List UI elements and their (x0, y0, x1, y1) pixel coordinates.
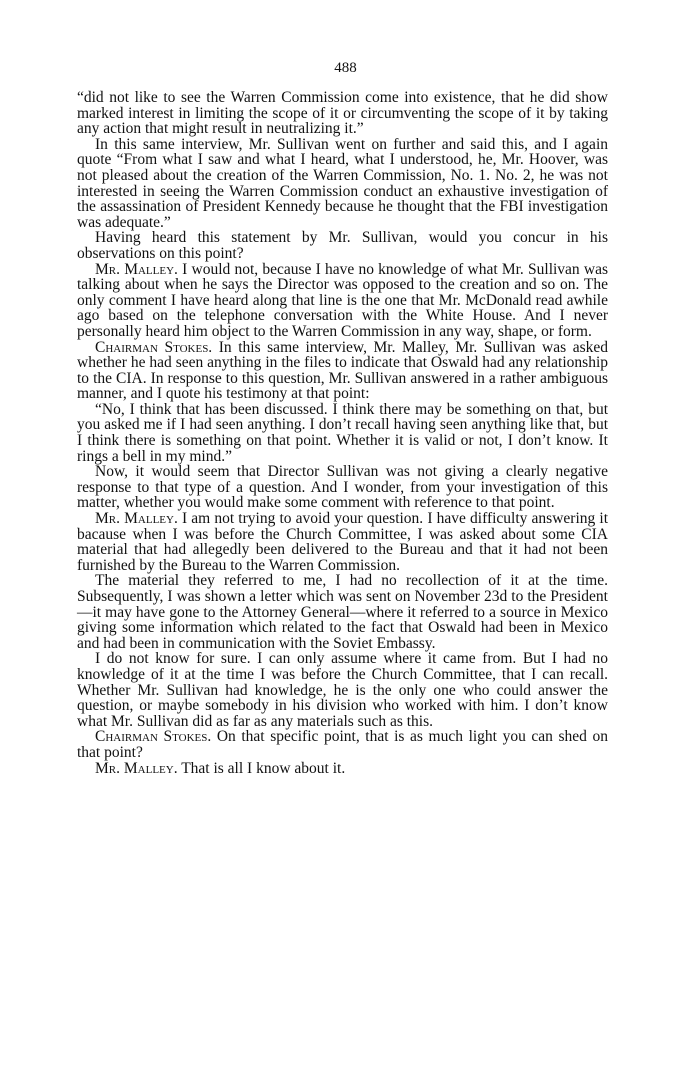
paragraph (77, 464, 608, 511)
speaker-label: Mr. Malley. (95, 759, 178, 777)
paragraph-text: “No, I think that has been discussed. I think there may be something on that, but you asked me if I had seen anything. I don’t recall having seen anything like that, but I think there is something on that point. Whether it is valid or not, I don’t know. It rings a bell in my mind.” (77, 400, 608, 465)
paragraph (77, 761, 608, 777)
speaker-label: Chairman Stokes. (95, 728, 212, 746)
paragraph (77, 573, 608, 651)
paragraph-text: The material they referred to me, I had no recollection of it at the time. Subsequently, I was shown a letter which was sent on November 23d to the President—it may have gone to the Attorney General—where it referred to a source in Mexico giving some information which related to the fact that Oswald had been in Mexico and had been in communication with the Soviet Embassy. (77, 572, 608, 652)
paragraph (77, 651, 608, 729)
paragraph-text: That is all I know about it. (181, 759, 346, 777)
paragraph-text: In this same interview, Mr. Sullivan went on further and said this, and I again quote “From what I saw and what I heard, what I understood, he, Mr. Hoover, was not pleased about the creation of the Warren Commission, No. 1. No. 2, he was not interested in seeing the Warren Commission conduct an exhaustive investigation of the assassination of President Kennedy because he thought that the FBI investigation was adequate.” (77, 135, 608, 231)
paragraph-text: I am not trying to avoid your question. I have difficulty answering it bacause when I was before the Church Committee, I was asked about some CIA material that had allegedly been delivered to the Bureau and that it had not been furnished by the Bureau to the Warren Commission. (77, 510, 608, 574)
page-number: 488 (334, 60, 357, 76)
speaker-label: Mr. Malley. (95, 510, 178, 528)
paragraph-text: I would not, because I have no knowledge of what Mr. Sullivan was talking about when he says the Director was opposed to the creation and so on. The only comment I have heard along that line is the one that Mr. McDonald read awhile ago based on the telephone conversation with the White House. And I never personally heard him object to the Warren Commission in any way, shape, or form. (77, 260, 608, 340)
paragraph (77, 402, 608, 464)
paragraph (77, 340, 608, 402)
speaker-label: Mr. Malley. (95, 260, 178, 278)
speaker-label: Chairman Stokes. (95, 338, 213, 356)
paragraph (77, 230, 608, 261)
paragraph (77, 90, 608, 137)
paragraph-text: “did not like to see the Warren Commission come into existence, that he did show marked interest in limiting the scope of it or circumventing the scope of it by taking any action that might result in neutralizing it.” (77, 89, 608, 138)
paragraph (77, 729, 608, 760)
paragraph-text: In this same interview, Mr. Malley, Mr. Sullivan was asked whether he had seen anything in the files to indicate that Oswald had any relationship to the CIA. In response to this question, Mr. Sullivan answered in a rather ambiguous manner, and I quote his testimony at that point: (77, 338, 609, 403)
transcript-body (77, 90, 608, 776)
paragraph-text: I do not know for sure. I can only assume where it came from. But I had no knowledge of it at the time I was before the Church Committee, that I can recall. Whether Mr. Sullivan had knowledge, he is the only one who could answer the question, or maybe somebody in his division who worked with him. I don’t know what Mr. Sullivan did as far as any materials such as this. (77, 650, 608, 730)
paragraph-text: On that specific point, that is as much light you can shed on that point? (77, 728, 609, 761)
paragraph (77, 262, 608, 340)
paragraph (77, 137, 608, 231)
paragraph-text: Now, it would seem that Director Sullivan was not giving a clearly negative response to that type of a question. And I wonder, from your investigation of this matter, whether you would make some comment with reference to that point. (77, 463, 608, 512)
paragraph-text: Having heard this statement by Mr. Sullivan, would you concur in his observations on this point? (77, 229, 608, 262)
paragraph (77, 511, 608, 573)
